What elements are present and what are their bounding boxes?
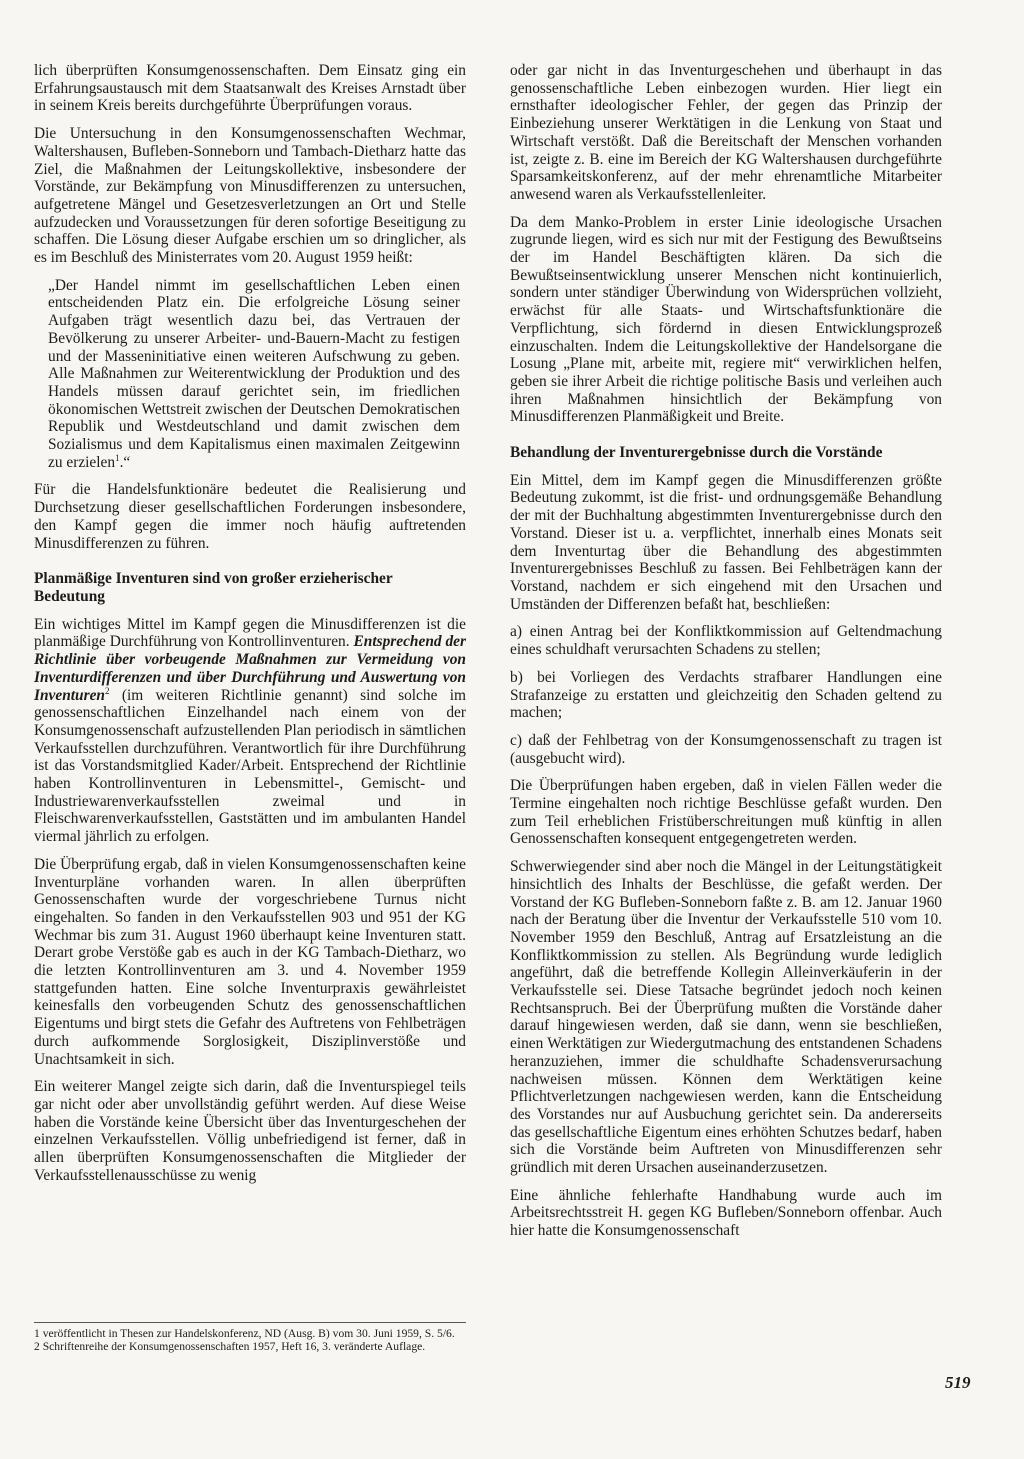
paragraph: Ein Mittel, dem im Kampf gegen die Minusdifferenzen größte Bedeutung zukommt, ist die frist- und ordnungsgemäße Behandlung der mit der Buchhaltung abgestimmten Inventurergebnisse durch den Vorstand. Dieser ist u. a. verpflichtet, innerhalb eines Monats seit dem Inventurtag über die Behandlung des abgestimmten Inventurergebnisses Beschluß zu fassen. Bei Fehlbeträgen kann der Vorstand, nachdem er sich eingehend mit den Ursachen und Umständen der Differenzen befaßt hat, beschließen: [510, 471, 942, 613]
paragraph-text: (im weiteren Richtlinie genannt) sind solche im genossenschaftlichen Einzelhandel nach einem von der Konsumgenossenschaft aufzustellenden Plan periodisch in sämtlichen Verkaufsstellen durchzuführen. Verantwortlich für ihre Durchführung ist das Vorstandsmitglied Kader/Arbeit. Entsprechend der Richtlinie haben Kontrollinventuren in Lebensmittel-, Gemischt- und Industriewarenverkaufsstellen zweimal und in Fleischwarenverkaufsstellen, Gaststätten und im ambulanten Handel viermal jährlich zu erfolgen. [34, 686, 466, 846]
left-column [34, 62, 466, 1194]
paragraph: Die Überprüfungen haben ergeben, daß in vielen Fällen weder die Termine eingehalten noch richtige Beschlüsse gefaßt wurden. Den zum Teil erheblichen Fristüberschreitungen muß künftig in allen Genossenschaften konsequent entgegengetreten werden. [510, 777, 942, 848]
footnote-marker: 1 [115, 452, 120, 463]
quotation [48, 277, 460, 472]
section-heading: Planmäßige Inventuren sind von großer erzieherischer Bedeutung [34, 570, 393, 605]
paragraph: Ein weiterer Mangel zeigte sich darin, daß die Inventurspiegel teils gar nicht oder aber unvollständig geführt werden. Auf diese Weise haben die Vorstände keine Übersicht über das Inventurgeschehen der einzelnen Verkaufsstellen. Völlig unbefriedigend ist ferner, daß in allen überprüften Konsumgenossenschaften die Mitglieder der Verkaufsstellenausschüsse zu wenig [34, 1078, 466, 1184]
section-heading: Behandlung der Inventurergebnisse durch die Vorstände [510, 444, 883, 462]
paragraph: Schwerwiegender sind aber noch die Mängel in der Leitungstätigkeit hinsichtlich des Inhalts der Beschlüsse, die gefaßt werden. Der Vorstand der KG Bufleben-Sonneborn faßte z. B. am 12. Januar 1960 nach der Beratung über die Inventur der Verkaufsstelle 510 vom 10. November 1959 den Beschluß, Antrag auf Ersatzleistung an die Konfliktkommission zu stellen. Als Begründung wurde lediglich angeführt, daß die betreffende Kollegin Alleinverkäuferin in der Verkaufsstelle sei. Diese Tatsache begründet jedoch noch keinen Rechtsanspruch. Bei der Überprüfung mußten die Vorstände daher darauf hingewiesen werden, daß sie dann, wenn sie beschließen, einen Werktätigen zur Wiedergutmachung des entstandenen Schadens heranzuziehen, immer die schuldhafte Schadensverursachung nachweisen müssen. Können dem Werktätigen keine Pflichtverletzungen nachgewiesen werden, kann die Entscheidung des Vorstandes nur auf Ausbuchung gerichtet sein. Da andererseits das gesellschaftliche Eigentum eines erhöhten Schutzes bedarf, haben sich die Vorstände beim Auftreten von Minusdifferenzen sehr gründlich mit deren Ursachen auseinanderzusetzen. [510, 858, 942, 1177]
right-column [510, 62, 942, 1250]
paragraph: Eine ähnliche fehlerhafte Handhabung wurde auch im Arbeitsrechtsstreit H. gegen KG Bufleben/Sonneborn offenbar. Auch hier hatte die Konsumgenossenschaft [510, 1186, 942, 1240]
list-item: b) bei Vorliegen des Verdachts strafbarer Handlungen eine Strafanzeige zu erstatten und gleichzeitig den Schaden geltend zu machen; [510, 668, 942, 722]
footnote: 2 Schriftenreihe der Konsumgenossenschaften 1957, Heft 16, 3. veränderte Auflage. [34, 1340, 426, 1353]
list-item: a) einen Antrag bei der Konfliktkommission auf Geltendmachung eines schuldhaft verursachten Schadens zu stellen; [510, 623, 942, 659]
emphasis-text: Entsprechend der Richtlinie über vorbeugende Maßnahmen zur Vermeidung von Inventurdifferenzen und über Durchführung und Auswertung von Inventuren [34, 633, 466, 704]
footnote-marker: 2 [105, 685, 110, 696]
paragraph: Die Untersuchung in den Konsumgenossenschaften Wechmar, Waltershausen, Bufleben-Sonneborn und Tambach-Dietharz hatte das Ziel, die Maßnahmen der Leitungskollektive, insbesondere der Vorstände, zur Bekämpfung von Minusdifferenzen zu untersuchen, aufgetretene Mängel und Gesetzesverletzungen an Ort und Stelle aufzudecken und Voraussetzungen für deren sofortige Beseitigung zu schaffen. Die Lösung dieser Aufgabe erschien um so dringlicher, als es im Beschluß des Ministerrates vom 20. August 1959 heißt: [34, 125, 466, 267]
footnote: 1 veröffentlicht in Thesen zur Handelskonferenz, ND (Ausg. B) vom 30. Juni 1959, S. 5/6. [34, 1327, 455, 1340]
paragraph: Die Überprüfung ergab, daß in vielen Konsumgenossenschaften keine Inventurpläne vorhanden waren. In allen überprüften Genossenschaften wurde der vorgeschriebene Turnus nicht eingehalten. So fanden in den Verkaufsstellen 903 und 951 der KG Wechmar bis zum 31. August 1960 überhaupt keine Inventuren statt. Derart grobe Verstöße gab es auch in der KG Tambach-Dietharz, wo die letzten Kontrollinventuren am 3. und 4. November 1959 stattgefunden hatten. Eine solche Inventurpraxis gewährleistet keinesfalls den vorbeugenden Schutz des genossenschaftlichen Eigentums und birgt stets die Gefahr des Auftretens von Fehlbeträgen durch aufkommende Sorglosigkeit, Disziplinverstöße und Unachtsamkeit in sich. [34, 855, 466, 1068]
quotation-end: .“ [119, 453, 131, 471]
paragraph: lich überprüften Konsumgenossenschaften. Dem Einsatz ging ein Erfahrungsaustausch mit dem Staatsanwalt des Kreises Arnstadt über in seinem Kreis bereits durchgeführte Überprüfungen voraus. [34, 62, 466, 115]
paragraph: Da dem Manko-Problem in erster Linie ideologische Ursachen zugrunde liegen, wird es sich nur mit der Festigung des Bewußtseins der im Handel Beschäftigten klären. Da sich die Bewußtseinsentwicklung unserer Menschen nicht kontinuierlich, sondern unter ständiger Überwindung von Widersprüchen vollzieht, erwächst für alle Staats- und Wirtschaftsfunktionäre die Verpflichtung, sich fördernd in diesen Entwicklungsprozeß einzuschalten. Indem die Leitungskollektive der Handelsorgane die Losung „Plane mit, arbeite mit, regiere mit“ verwirklichen helfen, geben sie ihrer Arbeit die richtige politische Basis und verleihen auch ihren Maßnahmen hinsichtlich der Bekämpfung von Minusdifferenzen Planmäßigkeit und Breite. [510, 213, 942, 426]
footnotes [34, 1322, 466, 1353]
paragraph [34, 616, 466, 846]
paragraph: Für die Handelsfunktionäre bedeutet die Realisierung und Durchsetzung dieser gesellschaftlichen Forderungen insbesondere, den Kampf gegen die immer noch häufig auftretenden Minusdifferenzen zu führen. [34, 481, 466, 552]
paragraph-text: Ein wichtiges Mittel im Kampf gegen die Minusdifferenzen ist die planmäßige Durchführung von Kontrollinventuren. [34, 615, 466, 651]
list-item: c) daß der Fehlbetrag von der Konsumgenossenschaft zu tragen ist (ausgebucht wird). [510, 731, 942, 767]
page-number: 519 [945, 1373, 971, 1392]
paragraph: oder gar nicht in das Inventurgeschehen und überhaupt in das genossenschaftliche Leben einbezogen wurden. Hier liegt ein ernsthafter ideologischer Fehler, der gegen das Prinzip der Einbeziehung unserer Werktätigen in die Lenkung von Staat und Wirtschaft verstößt. Daß die Bereitschaft der Menschen vorhanden ist, zeigte z. B. eine im Bereich der KG Waltershausen durchgeführte Sparsamkeitskonferenz, auf der mehr ehrenamtliche Mitarbeiter anwesend waren als Verkaufsstellenleiter. [510, 62, 942, 203]
quotation-text: „Der Handel nimmt im gesellschaftlichen Leben einen entscheidenden Platz ein. Die erfolgreiche Lösung seiner Aufgaben trägt wesentlich dazu bei, das Vertrauen der Bevölkerung zu unserer Arbeiter- und-Bauern-Macht zu festigen und der Masseninitiative einen weiteren Aufschwung zu geben. Alle Maßnahmen zur Weiterentwicklung der Produktion und des Handels müssen darauf gerichtet sein, im friedlichen ökonomischen Wettstreit zwischen der Deutschen Demokratischen Republik und Westdeutschland und damit zwischen dem Sozialismus und dem Kapitalismus einen maximalen Zeitgewinn zu erzielen [48, 276, 460, 471]
